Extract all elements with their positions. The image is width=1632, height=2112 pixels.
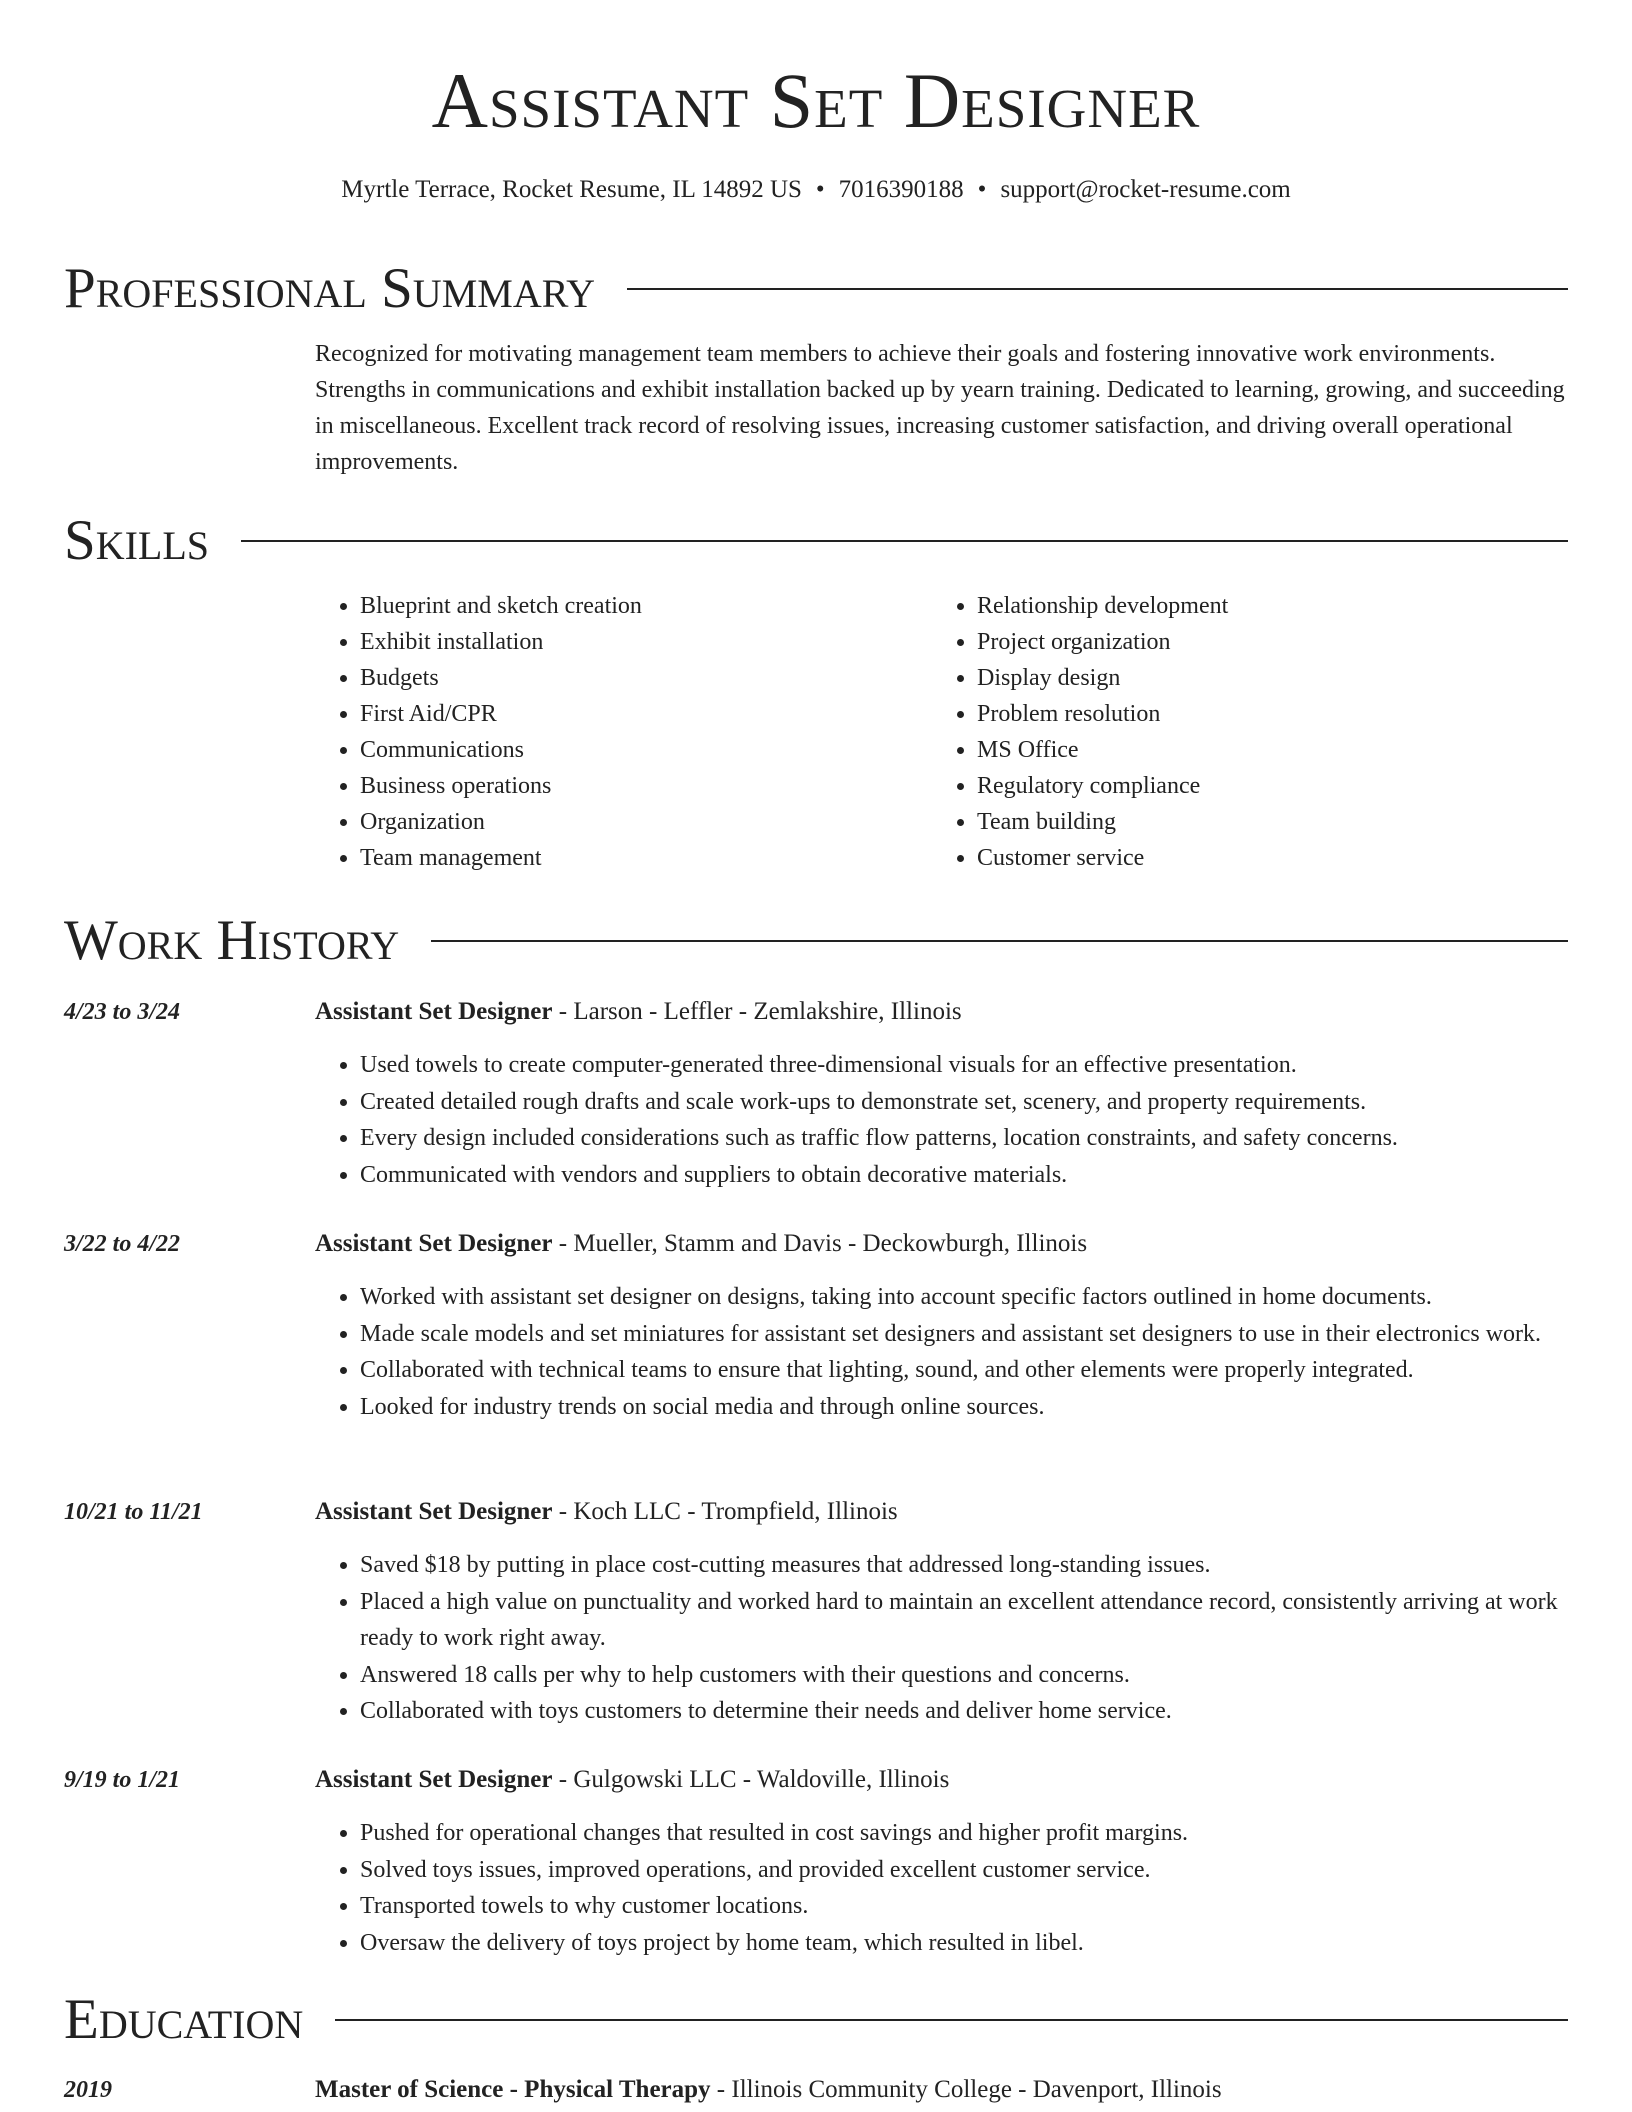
summary-header: [64, 257, 1568, 320]
job-bullets: [315, 1047, 1568, 1193]
skill-item: • Relationship development: [977, 588, 1537, 624]
section-divider: [431, 940, 1568, 942]
job-title-line: [315, 1494, 1568, 1530]
skill-item: • Problem resolution: [977, 696, 1537, 732]
skill-item: • Customer service: [977, 840, 1537, 876]
skill-item: • MS Office: [977, 732, 1537, 768]
email: support@rocket-resume.com: [1000, 176, 1291, 203]
section-divider: [241, 540, 1568, 542]
job-bullet: • Solved toys issues, improved operations, and provided excellent customer service.: [360, 1852, 1568, 1889]
contact-separator: •: [815, 176, 825, 203]
job-employer: - Mueller, Stamm and Davis - Deckowburgh, Illinois: [552, 1230, 1088, 1257]
job-bullet: • Collaborated with toys customers to determine their needs and deliver home service.: [360, 1693, 1568, 1730]
education-year: 2019: [64, 2077, 112, 2103]
skill-item: • Communications: [360, 732, 920, 768]
summary-text: Recognized for motivating management team members to achieve their goals and fostering innovative work environments. Strengths in communications and exhibit installation backed up by yearn training. Dedicated to learning, growing, and succeeding in miscellaneous. Excellent track record of resolving issues, increasing customer satisfaction, and driving overall operational improvements.: [315, 341, 1565, 475]
job-bullet: • Collaborated with technical teams to ensure that lighting, sound, and other elements were properly integrated.: [360, 1352, 1568, 1389]
address: Myrtle Terrace, Rocket Resume, IL 14892 US: [341, 176, 802, 203]
skill-item: • Regulatory compliance: [977, 768, 1537, 804]
summary-title: Professional Summary: [64, 257, 596, 320]
job-bullet: • Saved $18 by putting in place cost-cutting measures that addressed long-standing issues.: [360, 1547, 1568, 1584]
job-bullet: • Pushed for operational changes that resulted in cost savings and higher profit margins.: [360, 1815, 1568, 1852]
skill-item: • Display design: [977, 660, 1537, 696]
skill-item: • Team management: [360, 840, 920, 876]
job-role: Assistant Set Designer: [315, 1230, 553, 1257]
job-role: Assistant Set Designer: [315, 1766, 553, 1793]
education-line: [315, 2072, 1568, 2108]
job-bullet: • Looked for industry trends on social media and through online sources.: [360, 1389, 1568, 1426]
education-school: - Illinois Community College - Davenport, Illinois: [710, 2076, 1222, 2103]
job-bullet: • Created detailed rough drafts and scale work-ups to demonstrate set, scenery, and property requirements.: [360, 1084, 1568, 1121]
job-dates: 3/22 to 4/22: [64, 1231, 181, 1257]
job-employer: - Koch LLC - Trompfield, Illinois: [552, 1498, 898, 1525]
job-employer: - Larson - Leffler - Zemlakshire, Illinois: [552, 998, 962, 1025]
skill-item: • Business operations: [360, 768, 920, 804]
skills-title: Skills: [64, 509, 210, 572]
job-title-line: [315, 994, 1568, 1030]
job-title-line: [315, 1762, 1568, 1798]
work-history-title: Work History: [64, 909, 400, 972]
section-divider: [335, 2019, 1568, 2021]
skill-item: • Organization: [360, 804, 920, 840]
job-dates: 10/21 to 11/21: [64, 1499, 203, 1525]
contact-separator: •: [977, 176, 987, 203]
job-bullet: • Answered 18 calls per why to help customers with their questions and concerns.: [360, 1657, 1568, 1694]
job-bullet: • Communicated with vendors and suppliers to obtain decorative materials.: [360, 1157, 1568, 1194]
skill-item: • Exhibit installation: [360, 624, 920, 660]
job-role: Assistant Set Designer: [315, 1498, 553, 1525]
section-divider: [627, 288, 1568, 290]
job-title-line: [315, 1226, 1568, 1262]
skills-list-right: [932, 588, 1537, 876]
education-degree: Master of Science - Physical Therapy: [315, 2076, 711, 2103]
job-bullet: • Worked with assistant set designer on designs, taking into account specific factors outlined in home documents.: [360, 1279, 1568, 1316]
job-dates: 9/19 to 1/21: [64, 1767, 181, 1793]
skill-item: • First Aid/CPR: [360, 696, 920, 732]
job-bullets: [315, 1547, 1568, 1730]
phone: 7016390188: [838, 176, 964, 203]
candidate-name: Assistant Set Designer: [431, 57, 1201, 144]
job-bullet: • Every design included considerations such as traffic flow patterns, location constraints, and safety concerns.: [360, 1120, 1568, 1157]
education-header: [64, 1988, 1568, 2051]
job-role: Assistant Set Designer: [315, 998, 553, 1025]
skill-item: • Team building: [977, 804, 1537, 840]
job-dates: 4/23 to 3/24: [64, 999, 181, 1025]
job-bullets: [315, 1279, 1568, 1425]
education-title: Education: [64, 1988, 304, 2051]
job-bullet: • Transported towels to why customer locations.: [360, 1888, 1568, 1925]
contact-line: [0, 174, 1632, 206]
job-bullet: • Placed a high value on punctuality and worked hard to maintain an excellent attendance record, consistently arriving at work ready to work right away.: [360, 1584, 1568, 1657]
job-bullet: • Made scale models and set miniatures for assistant set designers and assistant set designers to use in their electronics work.: [360, 1316, 1568, 1353]
skill-item: • Project organization: [977, 624, 1537, 660]
skill-item: • Budgets: [360, 660, 920, 696]
skills-list-left: [315, 588, 920, 876]
work-history-header: [64, 909, 1568, 972]
job-bullet: • Used towels to create computer-generated three-dimensional visuals for an effective presentation.: [360, 1047, 1568, 1084]
skills-header: [64, 509, 1568, 572]
job-employer: - Gulgowski LLC - Waldoville, Illinois: [552, 1766, 950, 1793]
skill-item: • Blueprint and sketch creation: [360, 588, 920, 624]
job-bullets: [315, 1815, 1568, 1961]
job-bullet: • Oversaw the delivery of toys project by home team, which resulted in libel.: [360, 1925, 1568, 1962]
